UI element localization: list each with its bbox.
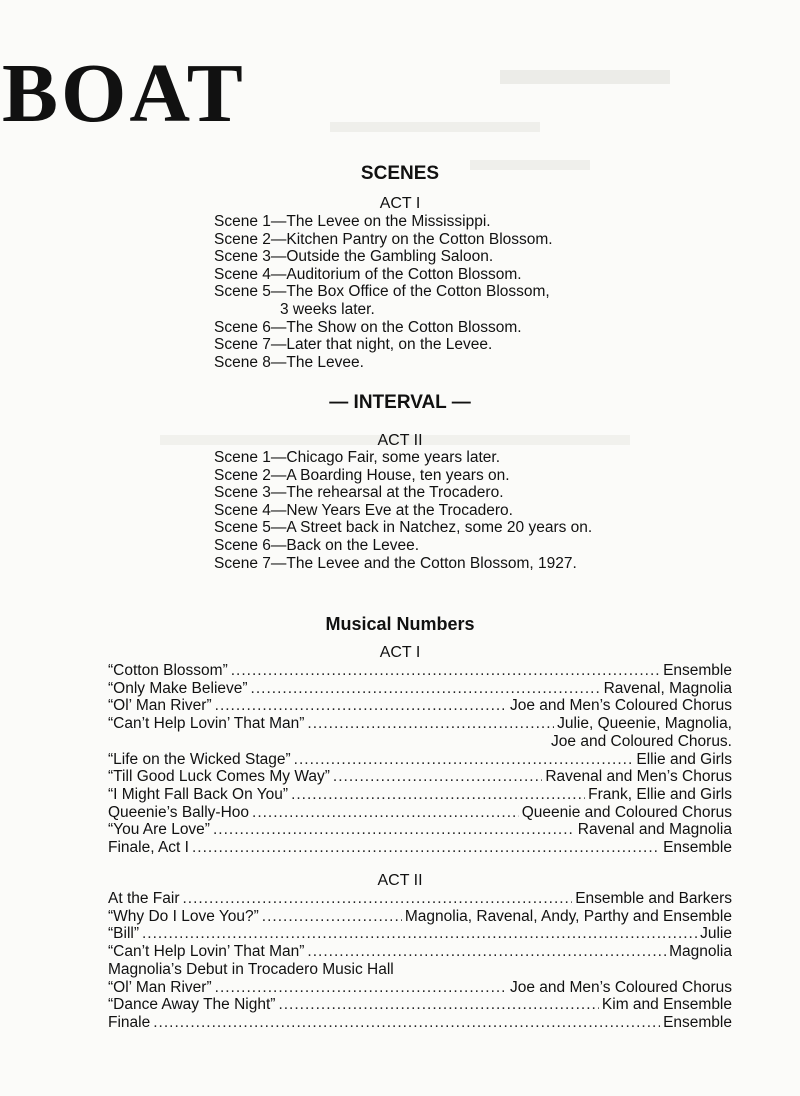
list-item — [108, 733, 732, 751]
list-item — [108, 751, 732, 769]
list-item — [108, 961, 732, 979]
list-item — [108, 925, 732, 943]
song-title: “Bill” — [108, 925, 139, 943]
list-item — [108, 804, 732, 822]
list-item — [108, 979, 732, 997]
list-item: Scene 1—The Levee on the Mississippi. — [214, 213, 491, 230]
list-item: Scene 7—The Levee and the Cotton Blossom, 1927. — [214, 554, 577, 572]
act1-scene-list — [214, 213, 553, 371]
leader-dots — [294, 751, 634, 769]
leader-dots — [333, 768, 542, 786]
song-title: “Why Do I Love You?” — [108, 907, 259, 925]
performers: Magnolia — [669, 943, 732, 961]
leader-dots — [192, 839, 660, 857]
performers: Ravenal and Men’s Chorus — [545, 768, 732, 786]
song-title: “Dance Away The Night” — [108, 996, 276, 1014]
list-item — [108, 697, 732, 715]
list-item — [108, 839, 732, 857]
leader-dots — [183, 890, 573, 908]
performers: Kim and Ensemble — [601, 996, 732, 1014]
act2-scene-list — [214, 449, 592, 572]
list-item: Scene 3—Outside the Gambling Saloon. — [214, 248, 494, 266]
performers: Queenie and Coloured Chorus — [521, 803, 732, 821]
list-item: Scene 1—Chicago Fair, some years later. — [214, 449, 501, 466]
song-title: “Till Good Luck Comes My Way” — [108, 768, 330, 786]
song-title: “Ol’ Man River” — [108, 697, 212, 715]
leader-dots — [262, 908, 402, 926]
list-item: 3 weeks later. — [280, 300, 375, 318]
list-item — [108, 768, 732, 786]
song-title: Queenie’s Bally-Hoo — [108, 803, 250, 821]
act2-label: ACT II — [377, 432, 423, 449]
show-through-1 — [500, 70, 670, 84]
list-item: Scene 5—The Box Office of the Cotton Blossom, — [214, 283, 550, 301]
performers: Ensemble and Barkers — [575, 890, 732, 907]
performers: Frank, Ellie and Girls — [588, 785, 732, 803]
list-item — [108, 1014, 732, 1032]
performers: Ellie and Girls — [636, 750, 732, 768]
leader-dots — [213, 821, 575, 839]
show-through-2 — [330, 122, 540, 132]
act2-numbers-list — [108, 890, 732, 1032]
leader-dots — [215, 697, 507, 715]
performers: Joe and Men’s Coloured Chorus — [509, 697, 732, 715]
list-item: Scene 8—The Levee. — [214, 353, 364, 371]
leader-dots — [307, 943, 666, 961]
interval-heading: — INTERVAL — — [329, 392, 471, 413]
performers: Ravenal, Magnolia — [603, 679, 732, 697]
song-title: “I Might Fall Back On You” — [108, 785, 289, 803]
leader-dots — [252, 804, 519, 822]
list-item: Scene 5—A Street back in Natchez, some 20 years on. — [214, 519, 593, 537]
list-item — [108, 943, 732, 961]
performers: Julie, Queenie, Magnolia, — [557, 715, 732, 733]
list-item: Scene 7—Later that night, on the Levee. — [214, 336, 493, 354]
performers: Ensemble — [663, 1013, 732, 1031]
act1-label: ACT I — [379, 195, 421, 212]
performers: Julie — [700, 925, 732, 943]
list-item: Scene 2—Kitchen Pantry on the Cotton Blossom. — [214, 230, 553, 248]
list-item — [108, 715, 732, 733]
song-title: “Life on the Wicked Stage” — [108, 750, 291, 768]
list-item — [108, 662, 732, 680]
leader-dots — [153, 1014, 660, 1032]
song-title: “Cotton Blossom” — [108, 662, 228, 679]
performers: Magnolia, Ravenal, Andy, Parthy and Ensemble — [404, 907, 732, 925]
performers: Joe and Men’s Coloured Chorus — [509, 978, 732, 996]
list-item: Scene 2—A Boarding House, ten years on. — [214, 466, 510, 484]
song-title: “Ol’ Man River” — [108, 978, 212, 996]
list-item — [108, 821, 732, 839]
song-title: “You Are Love” — [108, 821, 210, 839]
list-item: Scene 4—New Years Eve at the Trocadero. — [214, 501, 513, 519]
song-title: Finale, Act I — [108, 839, 189, 857]
song-title: Magnolia’s Debut in Trocadero Music Hall — [108, 960, 394, 978]
list-item: Scene 6—The Show on the Cotton Blossom. — [214, 318, 522, 336]
song-title: “Can’t Help Lovin’ That Man” — [108, 715, 305, 733]
act1-numbers-list — [108, 662, 732, 857]
list-item — [108, 890, 732, 908]
list-item: Scene 3—The rehearsal at the Trocadero. — [214, 484, 504, 502]
song-title: “Can’t Help Lovin’ That Man” — [108, 943, 305, 961]
performers: Ensemble — [663, 839, 732, 857]
numbers-act2-label: ACT II — [377, 872, 423, 889]
page-title: BOAT — [2, 47, 246, 140]
list-item: Scene 4—Auditorium of the Cotton Blossom. — [214, 265, 522, 283]
list-item — [108, 996, 732, 1014]
list-item — [108, 908, 732, 926]
song-title: Finale — [108, 1013, 151, 1031]
song-title: At the Fair — [108, 890, 180, 907]
song-title: “Only Make Believe” — [108, 679, 248, 697]
leader-dots — [251, 680, 601, 698]
leader-dots — [291, 786, 585, 804]
performers: Joe and Coloured Chorus. — [551, 732, 732, 750]
list-item — [108, 786, 732, 804]
leader-dots — [278, 996, 598, 1014]
performers: Ravenal and Magnolia — [577, 821, 732, 839]
leader-dots — [307, 715, 554, 733]
leader-dots — [231, 662, 660, 680]
leader-dots — [215, 979, 507, 997]
numbers-act1-label: ACT I — [379, 644, 421, 661]
scenes-heading: SCENES — [360, 163, 440, 184]
list-item — [108, 680, 732, 698]
leader-dots — [142, 925, 697, 943]
musical-numbers-heading: Musical Numbers — [325, 614, 475, 634]
performers: Ensemble — [663, 662, 732, 679]
list-item: Scene 6—Back on the Levee. — [214, 536, 420, 554]
